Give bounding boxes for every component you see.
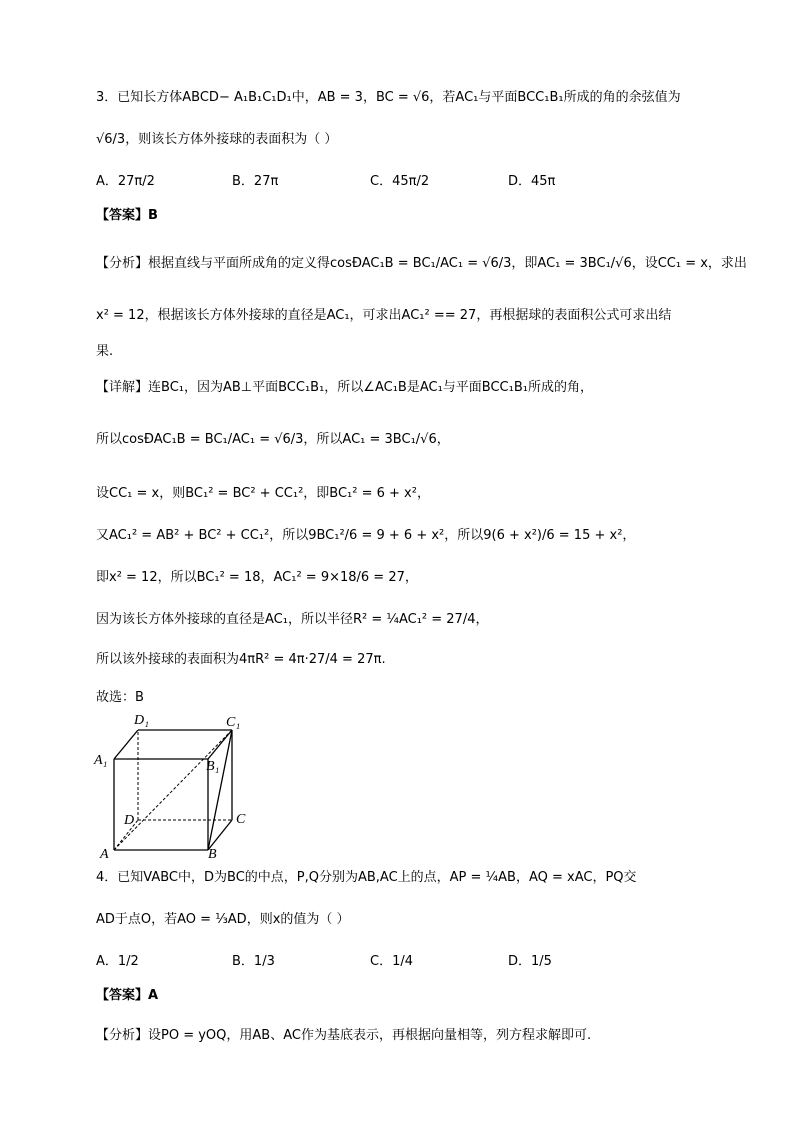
label-b: B xyxy=(208,847,217,862)
q3-option-c: C．45π/2 xyxy=(370,174,430,189)
q3-detail-6: 因为该长方体外接球的直径是AC₁，所以半径R² = ¼AC₁² = 27/4， xyxy=(96,612,489,627)
q3-detail-1: 【详解】连BC₁，因为AB⊥平面BCC₁B₁，所以∠AC₁B是AC₁与平面BCC₁B₁所成的角， xyxy=(96,380,593,395)
label-a1: A₁ xyxy=(94,753,108,768)
q4-line1: 4．已知VABC中，D为BC的中点，P,Q分别为AB,AC上的点，AP = ¼AB，AQ = xAC，PQ交 xyxy=(96,870,637,885)
q3-line2: √6/3，则该长方体外接球的表面积为（ ） xyxy=(96,132,338,147)
q4-answer: 【答案】A xyxy=(96,988,159,1003)
q3-analysis-3: 果. xyxy=(96,344,114,359)
edge-a1-d1 xyxy=(114,730,138,759)
label-b1: B₁ xyxy=(206,759,220,774)
q3-analysis-2: x² = 12，根据该长方体外接球的直径是AC₁，可求出AC₁² == 27，再根据球的表面积公式可求出结 xyxy=(96,308,672,323)
q3-choose: 故选：B xyxy=(96,690,144,705)
segment-b-c1 xyxy=(208,730,232,850)
label-d: D xyxy=(124,813,135,828)
q3-detail-2: 所以cosÐAC₁B = BC₁/AC₁ = √6/3，所以AC₁ = 3BC₁/√6， xyxy=(96,432,450,447)
q3-detail-4: 又AC₁² = AB² + BC² + CC₁²，所以9BC₁²/6 = 9 + 6 + x²，所以9(6 + x²)/6 = 15 + x²， xyxy=(96,528,636,543)
q4-option-b: B．1/3 xyxy=(232,954,275,969)
q4-option-c: C．1/4 xyxy=(370,954,413,969)
q3-line1: 3．已知长方体ABCD− A₁B₁C₁D₁中，AB = 3，BC = √6，若AC₁与平面BCC₁B₁所成的角的余弦值为 xyxy=(96,90,681,105)
q3-option-a: A．27π/2 xyxy=(96,174,155,189)
q3-answer: 【答案】B xyxy=(96,208,158,223)
q3-detail-7: 所以该外接球的表面积为4πR² = 4π·27/4 = 27π. xyxy=(96,652,386,667)
diagonal-a-c1 xyxy=(114,730,232,850)
q3-analysis-1: 【分析】根据直线与平面所成角的定义得cosÐAC₁B = BC₁/AC₁ = √6/3，即AC₁ = 3BC₁/√6，设CC₁ = x，求出 xyxy=(96,256,747,271)
q3-option-b: B．27π xyxy=(232,174,279,189)
q3-detail-5: 即x² = 12，所以BC₁² = 18，AC₁² = 9×18/6 = 27， xyxy=(96,570,418,585)
label-c: C xyxy=(236,812,246,827)
q4-analysis: 【分析】设PO = yOQ，用AB、AC作为基底表示，再根据向量相等，列方程求解即可. xyxy=(96,1028,592,1043)
label-c1: C₁ xyxy=(226,715,241,730)
label-a: A xyxy=(100,847,109,862)
q4-option-a: A．1/2 xyxy=(96,954,139,969)
label-d1: D₁ xyxy=(134,713,149,728)
q4-option-d: D．1/5 xyxy=(508,954,552,969)
cuboid-figure xyxy=(92,712,272,862)
q3-option-d: D．45π xyxy=(508,174,556,189)
q3-detail-3: 设CC₁ = x，则BC₁² = BC² + CC₁²，即BC₁² = 6 + x²， xyxy=(96,486,430,501)
q4-line2: AD于点O，若AO = ⅓AD，则x的值为（ ） xyxy=(96,912,350,927)
